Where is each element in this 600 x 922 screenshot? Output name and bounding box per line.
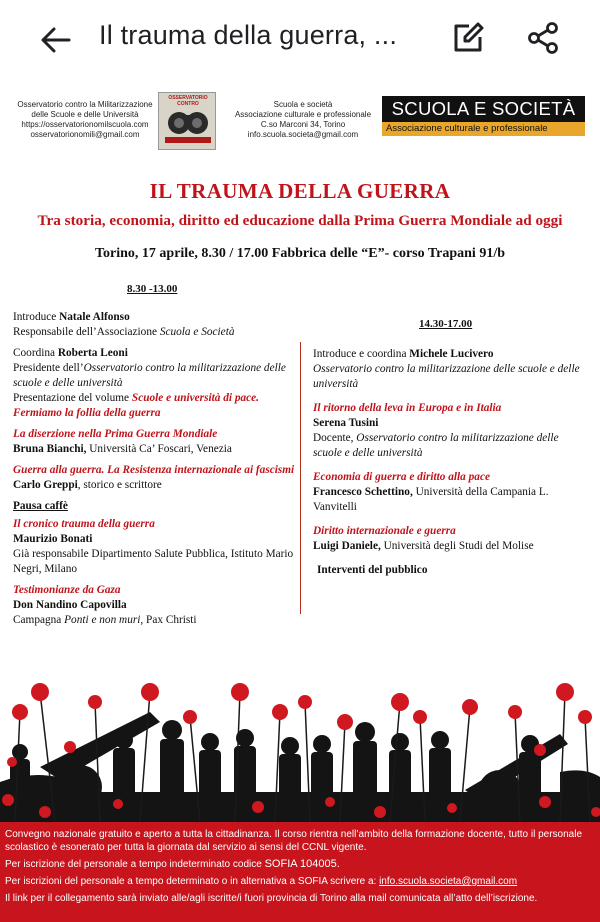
- talk-speaker: Bruna Bianchi,: [13, 443, 87, 455]
- morning-talk-4: [13, 583, 298, 628]
- intro-org: Scuola e Società: [159, 326, 235, 338]
- intro-role: Responsabile dell’Associazione: [13, 326, 160, 338]
- talk-title: Il ritorno della leva in Europa e in Italia: [313, 402, 502, 414]
- morning-talk-2: [13, 463, 298, 493]
- association-email: info.scuola.societa@gmail.com: [247, 130, 359, 139]
- coord-org: Osservatorio contro la militarizzazione delle scuole e delle università: [313, 363, 580, 390]
- talk-affiliation-campaign: Ponti e non muri,: [64, 614, 144, 626]
- edit-icon[interactable]: [451, 21, 485, 55]
- logo-text: OSSERVATORIO CONTRO: [168, 95, 208, 107]
- event-dateline: Torino, 17 aprile, 8.30 / 17.00 Fabbrica delle “E”- corso Trapani 91/b: [94, 246, 506, 261]
- talk-speaker: Serena Tusini: [313, 417, 379, 429]
- footer-intro: Convegno nazionale gratuito e aperto a tutta la cittadinanza. Il corso rientra nell’ambito della formazione docente, tutto il personale scolastico è esonerato per tutta la giornata dal servizio ai sensi del CCNL vigente.: [5, 829, 583, 853]
- talk-affiliation: Università degli Studi del Molise: [380, 540, 534, 552]
- afternoon-coordination: [313, 347, 585, 392]
- event-title: IL TRAUMA DELLA GUERRA: [149, 179, 451, 203]
- coffee-break: Pausa caffè: [13, 500, 68, 512]
- footer-temporary-prefix: Per iscrizioni del personale a tempo determinato o in alternativa a SOFIA scrivere a:: [5, 876, 380, 887]
- talk-affiliation: Già responsabile Dipartimento Salute Pubblica, Istituto Mario Negri, Milano: [13, 548, 294, 575]
- document-page: [0, 84, 600, 922]
- coord-name: Roberta Leoni: [57, 347, 128, 359]
- book-prefix: Presentazione del volume: [13, 392, 132, 404]
- intro-prefix: Introduce: [13, 311, 60, 323]
- observatory-info: [10, 100, 160, 140]
- registration-footer: [0, 822, 600, 922]
- talk-affiliation-org: Pax Christi: [143, 614, 197, 626]
- brand-title: SCUOLA E SOCIETÀ: [382, 96, 585, 122]
- afternoon-time: 14.30-17.00: [419, 318, 473, 330]
- talk-affiliation-prefix: Docente,: [313, 432, 357, 444]
- morning-coordination: [13, 346, 298, 421]
- talk-speaker: Carlo Greppi: [13, 479, 78, 491]
- talk-title: La diserzione nella Prima Guerra Mondiale: [13, 428, 218, 440]
- observatory-email: osservatorionomili@gmail.com: [30, 130, 140, 139]
- observatory-name-line1: Osservatorio contro la Militarizzazione: [17, 100, 153, 109]
- morning-time: 8.30 -13.00: [127, 283, 178, 295]
- observatory-logo: [158, 92, 216, 150]
- morning-program: [13, 310, 298, 634]
- talk-affiliation: Università Ca’ Foscari, Venezia: [86, 443, 232, 455]
- association-address: C.so Marconi 34, Torino: [260, 120, 346, 129]
- talk-speaker: Don Nandino Capovilla: [13, 599, 127, 611]
- afternoon-talk-1: [313, 401, 585, 461]
- afternoon-talk-3: [313, 524, 585, 554]
- talk-speaker: Francesco Schettino,: [313, 486, 413, 498]
- association-name: Scuola e società: [273, 100, 333, 109]
- column-divider: [300, 342, 301, 614]
- association-logo: [382, 96, 585, 138]
- coord-role: Presidente dell’: [13, 362, 84, 374]
- document-title: Il trauma della guerra, ...: [99, 20, 398, 50]
- footer-permanent-prefix: Per iscrizione del personale a tempo indeterminato codice: [5, 859, 265, 870]
- public-interventions: Interventi del pubblico: [317, 564, 428, 576]
- talk-title: Testimonianze da Gaza: [13, 584, 121, 596]
- coord-org: Osservatorio contro la militarizzazione delle scuole e delle università: [13, 362, 286, 389]
- afternoon-program: [313, 347, 585, 578]
- coord-name: Michele Lucivero: [409, 348, 494, 360]
- talk-title: Diritto internazionale e guerra: [313, 525, 456, 537]
- afternoon-talk-2: [313, 470, 585, 515]
- talk-affiliation-org: Osservatorio contro la militarizzazione delle scuole e delle università: [313, 432, 559, 459]
- share-icon[interactable]: [526, 21, 560, 55]
- app-bar: [0, 0, 600, 84]
- observatory-url: https://osservatorionomilscuola.com: [21, 120, 149, 129]
- intro-name: Natale Alfonso: [59, 311, 130, 323]
- footer-link-note: Il link per il collegamento sarà inviato alle/agli iscritte/i fuori provincia di Torino alla mail comunicata all’atto dell’iscrizione.: [5, 893, 538, 904]
- talk-affiliation-prefix: Campagna: [13, 614, 65, 626]
- coord-prefix: Introduce e coordina: [313, 348, 410, 360]
- arrow-left-icon[interactable]: [38, 22, 74, 58]
- talk-title: Economia di guerra e diritto alla pace: [313, 471, 490, 483]
- talk-title: Guerra alla guerra. La Resistenza internazionale ai fascismi: [13, 464, 295, 476]
- talk-affiliation: , storico e scrittore: [77, 479, 162, 491]
- talk-affiliation: Università della Campania L. Vanvitelli: [313, 486, 549, 513]
- morning-talk-3: [13, 517, 298, 577]
- coord-prefix: Coordina: [13, 347, 58, 359]
- talk-speaker: Maurizio Bonati: [13, 533, 93, 545]
- book-title: Scuole e università di pace. Fermiamo la follia della guerra: [13, 392, 259, 419]
- talk-title: Il cronico trauma della guerra: [13, 518, 155, 530]
- morning-talk-1: [13, 427, 298, 457]
- binoculars-icon: [159, 93, 216, 150]
- sofia-code: SOFIA 104005.: [264, 858, 340, 870]
- association-type: Associazione culturale e professionale: [234, 110, 372, 119]
- soldiers-flowers-illustration: [0, 672, 600, 824]
- event-subtitle: Tra storia, economia, diritto ed educazione dalla Prima Guerra Mondiale ad oggi: [37, 212, 563, 229]
- observatory-name-line2: delle Scuole e delle Università: [31, 110, 139, 119]
- brand-subtitle: Associazione culturale e professionale: [382, 122, 585, 136]
- morning-intro: [13, 310, 298, 340]
- association-info: [228, 100, 378, 140]
- registration-email-link[interactable]: info.scuola.societa@gmail.com: [379, 876, 518, 887]
- talk-speaker: Luigi Daniele,: [313, 540, 381, 552]
